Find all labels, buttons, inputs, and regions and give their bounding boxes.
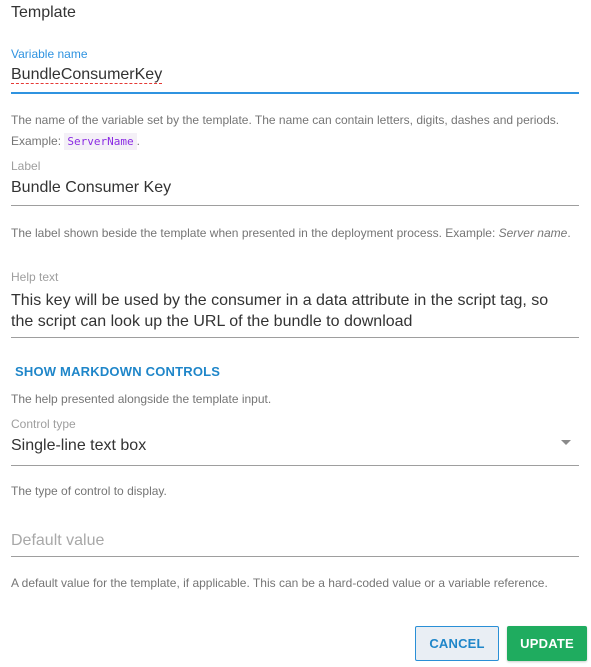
caret-down-icon[interactable]	[561, 440, 571, 445]
default-value-placeholder: Default value	[11, 532, 105, 549]
variable-name-field[interactable]	[11, 47, 579, 84]
variable-name-hint-end: .	[136, 134, 140, 148]
default-value-hint: A default value for the template, if applicable. This can be a hard-coded value or a variable reference.	[11, 576, 548, 590]
help-text-line-1: This key will be used by the consumer in a data attribute in the script tag, so	[11, 292, 549, 309]
help-text-line-2: the script can look up the URL of the bundle to download	[11, 313, 413, 330]
help-text-field[interactable]	[11, 270, 579, 332]
label-hint-example: Server name	[498, 226, 568, 240]
control-type-value: Single-line text box	[11, 437, 147, 454]
help-text-input[interactable]	[11, 290, 579, 332]
variable-name-hint	[11, 110, 581, 152]
label-hint-end: .	[567, 226, 571, 240]
label-input[interactable]: Bundle Consumer Key	[11, 179, 172, 196]
variable-name-hint-text: The name of the variable set by the template. The name can contain letters, digits, dashes and periods. Example:	[11, 113, 560, 148]
variable-name-input[interactable]	[11, 66, 579, 84]
show-markdown-controls-button[interactable]: SHOW MARKDOWN CONTROLS	[15, 364, 221, 379]
dialog-title: Template	[11, 4, 76, 21]
variable-name-underline	[11, 92, 579, 94]
control-type-underline	[11, 465, 579, 466]
label-field-label: Label	[11, 159, 41, 173]
variable-name-example-code: ServerName	[64, 133, 136, 150]
update-button[interactable]: UPDATE	[507, 626, 587, 661]
help-text-hint: The help presented alongside the template input.	[11, 392, 272, 406]
label-underline	[11, 205, 579, 206]
variable-name-label: Variable name	[11, 47, 88, 61]
label-hint-text: The label shown beside the template when presented in the deployment process. Example:	[11, 226, 499, 240]
cancel-button[interactable]: CANCEL	[415, 626, 499, 661]
control-type-hint: The type of control to display.	[11, 484, 167, 498]
default-value-input[interactable]	[11, 532, 579, 550]
help-text-underline	[11, 337, 579, 338]
default-value-underline	[11, 556, 579, 557]
variable-name-value: BundleConsumerKey	[11, 66, 163, 83]
label-hint	[11, 223, 581, 244]
control-type-select[interactable]	[11, 417, 579, 455]
control-type-label: Control type	[11, 417, 76, 431]
help-text-label: Help text	[11, 270, 59, 284]
label-field[interactable]	[11, 159, 579, 197]
